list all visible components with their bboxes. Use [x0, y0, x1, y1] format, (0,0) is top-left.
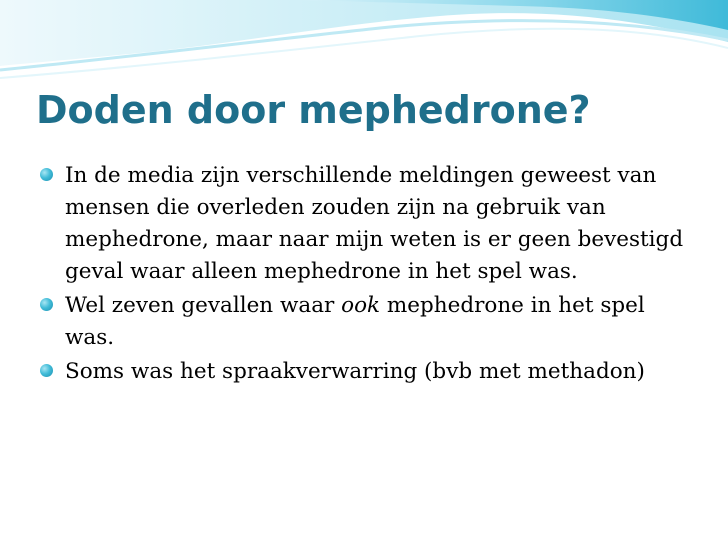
slide-title: Doden door mephedrone? [36, 88, 591, 132]
bullet-dot-icon [40, 168, 53, 181]
bullet-item [40, 356, 700, 388]
bullet-text-after: mephedrone in het spel was. [65, 293, 645, 350]
header-wave-decoration [0, 0, 728, 90]
bullet-dot-icon [40, 298, 53, 311]
bullet-text: Soms was het spraakverwarring (bvb met methadon) [65, 359, 645, 384]
bullet-text: In de media zijn verschillende meldingen geweest van mensen die overleden zouden zijn na gebruik van mephedrone, maar naar mijn weten is er geen bevestigd geval waar alleen mephedrone in het spel was. [65, 163, 684, 284]
bullet-text-before: Wel zeven gevallen waar [65, 293, 342, 318]
bullet-dot-icon [40, 364, 53, 377]
bullet-item [40, 160, 700, 288]
bullet-item [40, 290, 700, 354]
bullet-text-emphasis: ook [341, 293, 381, 318]
bullet-list [40, 160, 700, 390]
